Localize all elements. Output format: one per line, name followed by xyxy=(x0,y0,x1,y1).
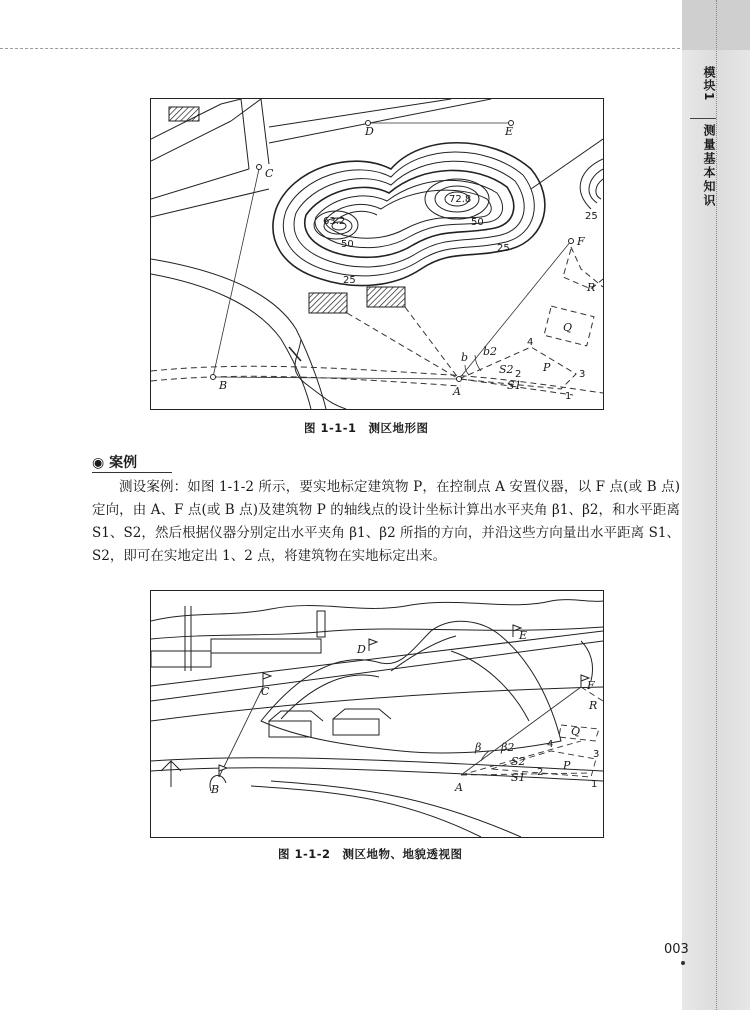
fig2-point-a: A xyxy=(455,781,463,794)
section-title: ◉ 案例 xyxy=(92,455,138,471)
fig1-contour-25a: 25 xyxy=(343,275,356,286)
fig1-corner-2: 2 xyxy=(515,369,522,380)
module-label: 模块1 xyxy=(702,66,716,102)
fig2-angle-beta2: β2 xyxy=(501,741,515,754)
fig2-building-q: Q xyxy=(571,725,581,738)
page-number-dot xyxy=(681,961,685,965)
fig1-elev-peak1: 63.2 xyxy=(323,216,346,227)
fig2-point-d: D xyxy=(357,643,366,656)
fig1-corner-3: 3 xyxy=(579,369,586,380)
fig1-point-a: A xyxy=(453,385,461,398)
side-dotted-rule xyxy=(716,0,717,1010)
figure-perspective-view xyxy=(150,590,604,838)
header-dashed-rule xyxy=(0,48,690,49)
fig2-dist-s2: S2 xyxy=(511,755,526,768)
fig1-corner-1: 1 xyxy=(565,391,572,402)
fig1-point-b: B xyxy=(219,379,228,392)
figure-topographic-map xyxy=(150,98,604,410)
fig1-dist-s1: S1 xyxy=(507,379,522,392)
fig2-building-p: P xyxy=(563,759,571,772)
fig1-contour-50a: 50 xyxy=(341,239,354,250)
fig1-building-p: P xyxy=(543,361,551,374)
fig2-corner-2: 2 xyxy=(537,767,544,778)
fig2-corner-3: 3 xyxy=(593,749,600,760)
fig1-point-f: F xyxy=(577,235,585,248)
fig1-contour-25b: 25 xyxy=(497,243,510,254)
fig1-angle-b2: b2 xyxy=(483,345,498,358)
fig1-contour-50b: 50 xyxy=(471,217,484,228)
fig1-contour-25c: 25 xyxy=(585,211,598,222)
fig1-corner-4: 4 xyxy=(527,337,534,348)
fig2-building-r: R xyxy=(589,699,598,712)
fig1-building-r: R xyxy=(587,281,596,294)
fig2-corner-1: 1 xyxy=(591,779,598,790)
fig2-point-f: F xyxy=(587,679,595,692)
page-number: 003 xyxy=(664,942,689,957)
fig2-angle-beta: β xyxy=(475,741,482,754)
fig2-dist-s1: S1 xyxy=(511,771,526,784)
case-paragraph: 测设案例：如图 1-1-2 所示，要实地标定建筑物 P，在控制点 A 安置仪器，以 F 点(或 B 点)定向，由 A、F 点(或 B 点)及建筑物 P 的轴线点的设计坐标计算出水平夹角 β1、β2，和水平距离 S1、S2，然后根据仪器分别定出水平夹角 β1、β2 所指的方向，并沿这些方向量出水平距离 S1、S2，即可在实地定出 1、2 点，将建筑物在实地标定出来。 xyxy=(92,479,680,564)
fig2-point-b: B xyxy=(211,783,220,796)
fig1-dist-s2: S2 xyxy=(499,363,514,376)
fig1-elev-peak2: 72.8 xyxy=(449,194,472,205)
tab-divider xyxy=(690,118,716,119)
fig1-point-c: C xyxy=(265,167,274,180)
fig1-point-e: E xyxy=(505,125,514,138)
fig2-point-e: E xyxy=(519,629,528,642)
figure1-caption: 图 1-1-1 测区地形图 xyxy=(304,421,429,435)
figure2-caption: 图 1-1-2 测区地物、地貌透视图 xyxy=(278,847,463,861)
fig2-point-c: C xyxy=(261,685,270,698)
fig2-corner-4: 4 xyxy=(547,739,554,750)
section-rule xyxy=(92,472,172,473)
fig1-building-q: Q xyxy=(563,321,573,334)
fig1-point-d: D xyxy=(365,125,374,138)
fig1-angle-b: b xyxy=(461,351,469,364)
chapter-label: 测量基本知识 xyxy=(702,124,716,208)
